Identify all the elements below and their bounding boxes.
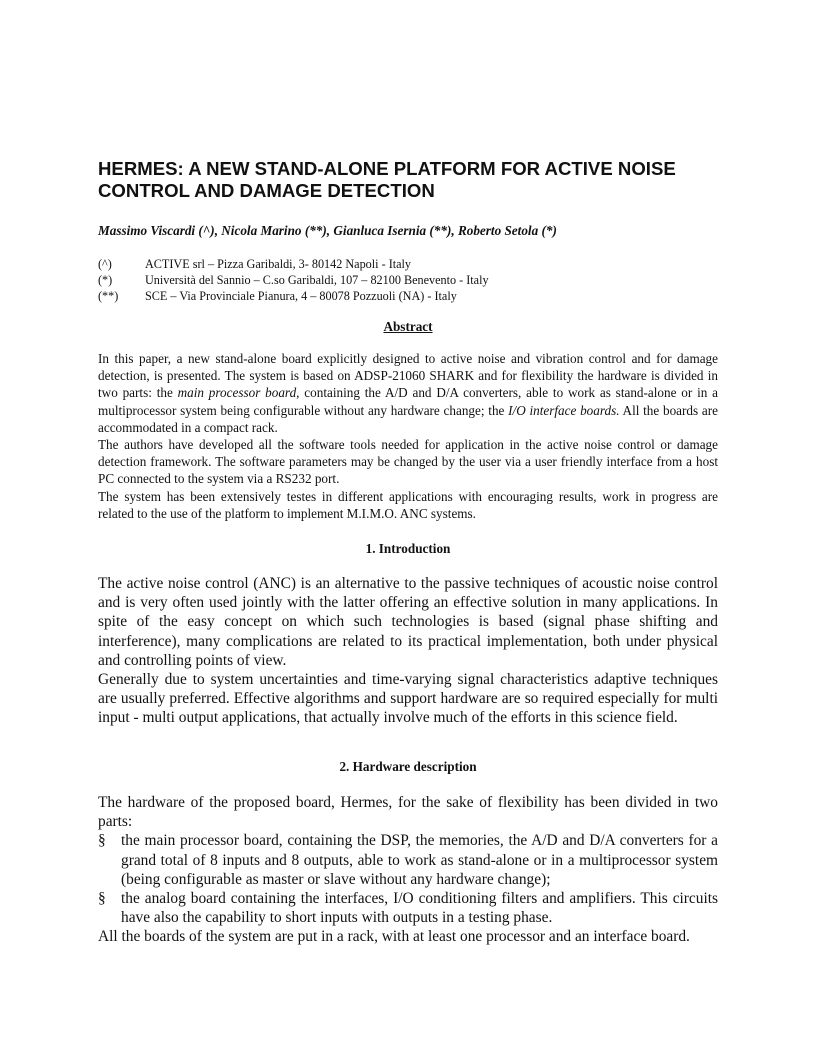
abstract-paragraph: The system has been extensively testes in different applications with encouraging results, work in progress are related to the use of the platform to implement M.I.M.O. ANC systems. (98, 488, 718, 521)
author-list: Massimo Viscardi (^), Nicola Marino (**), Gianluca Isernia (**), Roberto Setola (*) (98, 223, 557, 238)
section-heading-introduction: 1. Introduction (365, 541, 451, 556)
affiliation-mark: (*) (98, 273, 113, 287)
hardware-bullet-list (98, 831, 718, 927)
abstract-paragraph: The authors have developed all the software tools needed for application in the active noise control or damage detection framework. The software parameters may be changed by the user via a user friendly interface from a host PC connected to the system via a RS232 port. (98, 437, 718, 487)
hardware-intro-paragraph: The hardware of the proposed board, Hermes, for the sake of flexibility has been divided in two parts: (98, 794, 718, 831)
affiliation-text: SCE – Via Provinciale Pianura, 4 – 80078 Pozzuoli (NA) - Italy (145, 289, 457, 303)
affiliation-mark: (^) (98, 257, 112, 271)
affiliation-list (98, 256, 718, 304)
abstract-emphasis: main processor board (177, 385, 297, 401)
abstract-text: In this paper, a new stand-alone board explicitly designed to active noise and vibration control and for damage detection, is presented. The system is based on ADSP-21060 SHARK and for flexibility the hardware is divided in two parts: the (98, 351, 718, 401)
list-item-text: the analog board containing the interfaces, I/O conditioning filters and amplifiers. This circuits have also the capability to short inputs with outputs in a testing phase. (121, 890, 718, 927)
list-item (98, 889, 718, 927)
introduction-paragraph: The active noise control (ANC) is an alternative to the passive techniques of acoustic noise control and is very often used jointly with the latter offering an effective solution in many applications. In spite of the easy concept on which such technologies is based (signal phase shifting and interference), many complications are related to its practical implementation, both under physical and controlling points of view. (98, 575, 718, 669)
paper-title: HERMES: A NEW STAND-ALONE PLATFORM FOR ACTIVE NOISE CONTROL AND DAMAGE DETECTION (98, 158, 676, 201)
abstract-emphasis: I/O interface boards. (508, 402, 620, 418)
affiliation-text: ACTIVE srl – Pizza Garibaldi, 3- 80142 Napoli - Italy (145, 257, 412, 271)
introduction-paragraph: Generally due to system uncertainties and time-varying signal characteristics adaptive techniques are usually preferred. Effective algorithms and support hardware are so required especially for multi input - multi output applications, that actually involve much of the efforts in this science field. (98, 671, 718, 727)
affiliation-text: Università del Sannio – C.so Garibaldi, 107 – 82100 Benevento - Italy (145, 273, 489, 287)
abstract-heading: Abstract (383, 319, 433, 334)
section-sign-bullet-icon: § (98, 832, 106, 850)
abstract-text: , containing the A/D and D/A converters, able to work as stand-alone or in a multiprocessor system being configurable without any hardware change; the (98, 385, 718, 418)
affiliation-row (98, 272, 718, 288)
list-item (98, 831, 718, 889)
abstract-body (98, 350, 718, 522)
abstract-paragraph (98, 350, 718, 436)
affiliation-mark: (**) (98, 289, 119, 303)
hardware-closing-paragraph: All the boards of the system are put in a rack, with at least one processor and an interface board. (98, 928, 690, 946)
section-heading-hardware: 2. Hardware description (339, 759, 477, 774)
hardware-body (98, 793, 718, 947)
introduction-body (98, 574, 718, 728)
section-sign-bullet-icon: § (98, 890, 106, 908)
affiliation-row (98, 288, 718, 304)
abstract-text: All the boards are accommodated in a compact rack. (98, 402, 718, 435)
affiliation-row (98, 256, 718, 272)
list-item-text: the main processor board, containing the DSP, the memories, the A/D and D/A converters for a grand total of 8 inputs and 8 outputs, able to work as stand-alone or in a multiprocessor system (being configurable as master or slave without any hardware change); (121, 832, 718, 888)
